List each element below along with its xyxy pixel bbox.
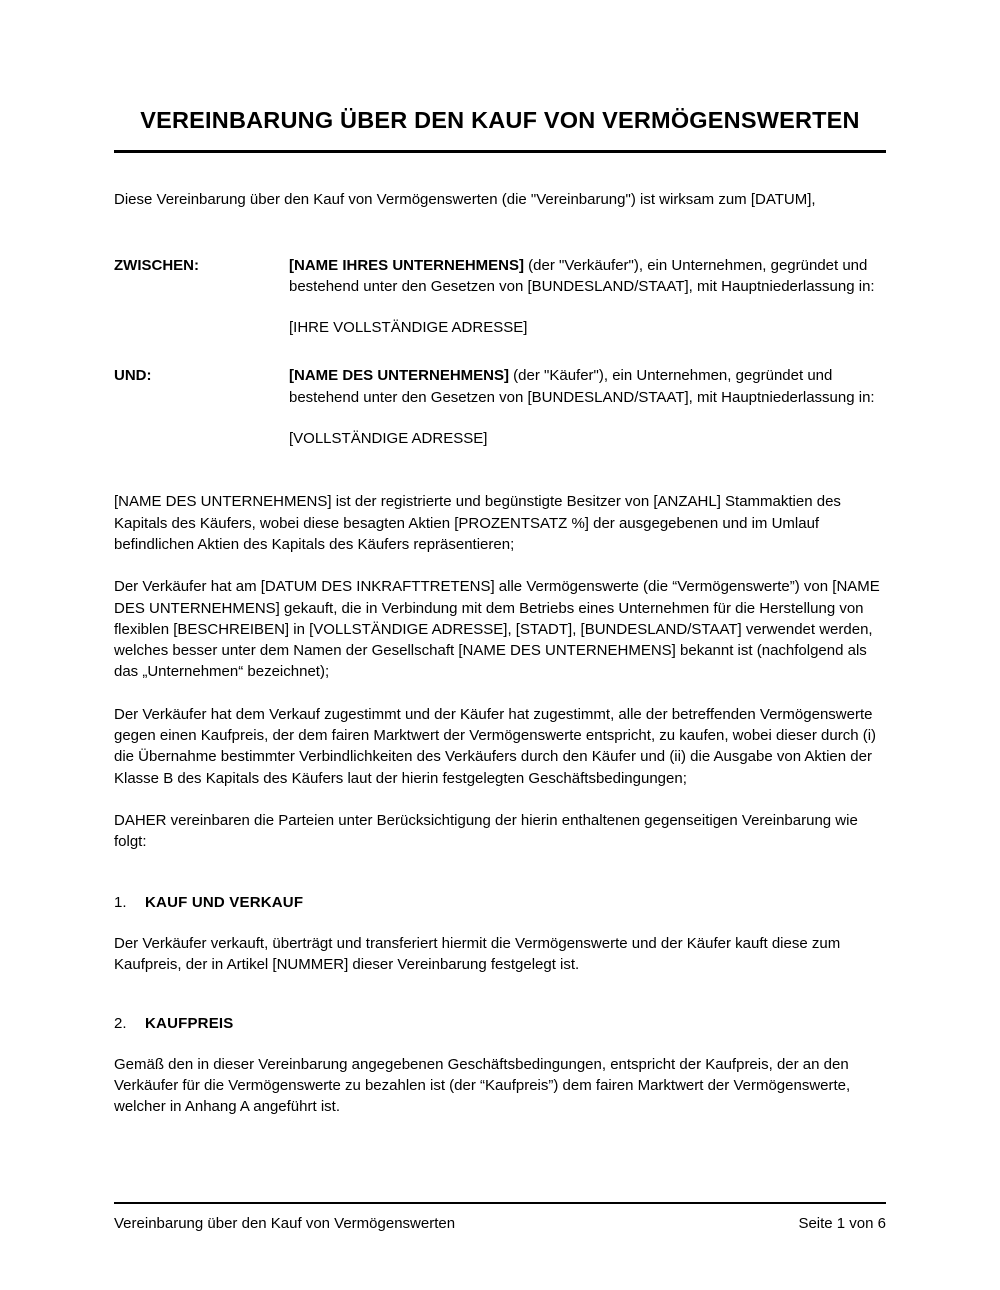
clause-2-number: 2.	[114, 1015, 127, 1033]
seller-name: [NAME IHRES UNTERNEHMENS]	[289, 256, 525, 274]
clauses-section	[114, 892, 886, 1117]
spacer-cell-left	[114, 338, 289, 365]
buyer-label: UND:	[114, 367, 152, 385]
document-content	[114, 0, 886, 1118]
parties-table	[114, 255, 886, 450]
seller-details	[289, 255, 886, 339]
parties-row-spacer	[114, 338, 886, 365]
recital-paragraph: DAHER vereinbaren die Parteien unter Berücksichtigung der hierin enthaltenen gegenseitigen Vereinbarung wie folgt:	[114, 811, 858, 851]
footer-document-name: Vereinbarung über den Kauf von Vermögenswerten	[114, 1215, 456, 1232]
clause-1	[114, 892, 886, 975]
recital-paragraph: [NAME DES UNTERNEHMENS] ist der registrierte und begünstigte Besitzer von [ANZAHL] Stammaktien des Kapitals des Käufers, wobei diese besagten Aktien [PROZENTSATZ %] der ausgegebenen und im Umlauf befindlichen Aktien des Kapitals des Käufers repräsentieren;	[114, 493, 841, 553]
clause-2-title: KAUFPREIS	[145, 1015, 234, 1033]
recitals-section	[114, 491, 886, 852]
footer-divider	[114, 1202, 886, 1204]
page-footer	[114, 1202, 886, 1234]
page-title: VEREINBARUNG ÜBER DEN KAUF VON VERMÖGENSWERTEN	[140, 107, 860, 133]
clause-1-title: KAUF UND VERKAUF	[145, 894, 304, 912]
buyer-details	[289, 365, 886, 449]
title-divider	[114, 150, 886, 153]
spacer-cell-right	[289, 338, 886, 365]
table-row	[114, 365, 886, 449]
buyer-description: (der "Käufer"), ein Unternehmen, gegründet und bestehend unter den Gesetzen von [BUNDESLAND/STAAT], mit Hauptniederlassung in:	[289, 367, 875, 406]
intro-paragraph: Diese Vereinbarung über den Kauf von Vermögenswerten (die "Vereinbarung") ist wirksam zum [DATUM],	[114, 191, 816, 209]
table-row	[114, 255, 886, 339]
footer-page-number: Seite 1 von 6	[798, 1215, 886, 1232]
seller-description: (der "Verkäufer"), ein Unternehmen, gegründet und bestehend unter den Gesetzen von [BUNDESLAND/STAAT], mit Hauptniederlassung in:	[289, 256, 875, 295]
seller-label: ZWISCHEN:	[114, 256, 199, 274]
footer-row	[114, 1214, 886, 1234]
buyer-address: [VOLLSTÄNDIGE ADRESSE]	[289, 430, 488, 448]
clause-2-body: Gemäß den in dieser Vereinbarung angegebenen Geschäftsbedingungen, entspricht der Kaufpreis, der an den Verkäufer für die Vermögenswerte zu bezahlen ist (der “Kaufpreis”) dem fairen Marktwert der Vermögenswerte, welcher in Anhang A angeführt ist.	[114, 1055, 851, 1116]
clause-2	[114, 1013, 886, 1117]
recital-paragraph: Der Verkäufer hat am [DATUM DES INKRAFTTRETENS] alle Vermögenswerte (die “Vermögenswerte”) von [NAME DES UNTERNEHMENS] gekauft, die in Verbindung mit dem Betriebs eines Unternehmen für die Herstellung von flexiblen [BESCHREIBEN] in [VOLLSTÄNDIGE ADRESSE], [STADT], [BUNDESLAND/STAAT] verwendet werden, welches besser unter dem Namen der Gesellschaft [NAME DES UNTERNEHMENS] bekannt ist (nachfolgend als das „Unternehmen“ bezeichnet);	[114, 578, 880, 681]
clause-2-heading	[114, 1013, 886, 1034]
clause-1-body: Der Verkäufer verkauft, überträgt und transferiert hiermit die Vermögenswerte und der Käufer kauft diese zum Kaufpreis, der in Artikel [NUMMER] dieser Vereinbarung festgelegt ist.	[114, 934, 841, 974]
buyer-name: [NAME DES UNTERNEHMENS]	[289, 367, 510, 385]
clause-1-heading	[114, 892, 886, 913]
recital-paragraph: Der Verkäufer hat dem Verkauf zugestimmt und der Käufer hat zugestimmt, alle der betreffenden Vermögenswerte gegen einen Kaufpreis, der dem fairen Marktwert der Vermögenswerte entspricht, zu kaufen, wobei dieser durch (i) die Übernahme bestimmter Verbindlichkeiten des Verkäufers durch den Käufer und (ii) die Ausgabe von Aktien der Klasse B des Kapitals des Käufers laut der hierin festgelegten Geschäftsbedingungen;	[114, 705, 877, 787]
seller-address: [IHRE VOLLSTÄNDIGE ADRESSE]	[289, 319, 528, 337]
clause-1-number: 1.	[114, 894, 127, 912]
